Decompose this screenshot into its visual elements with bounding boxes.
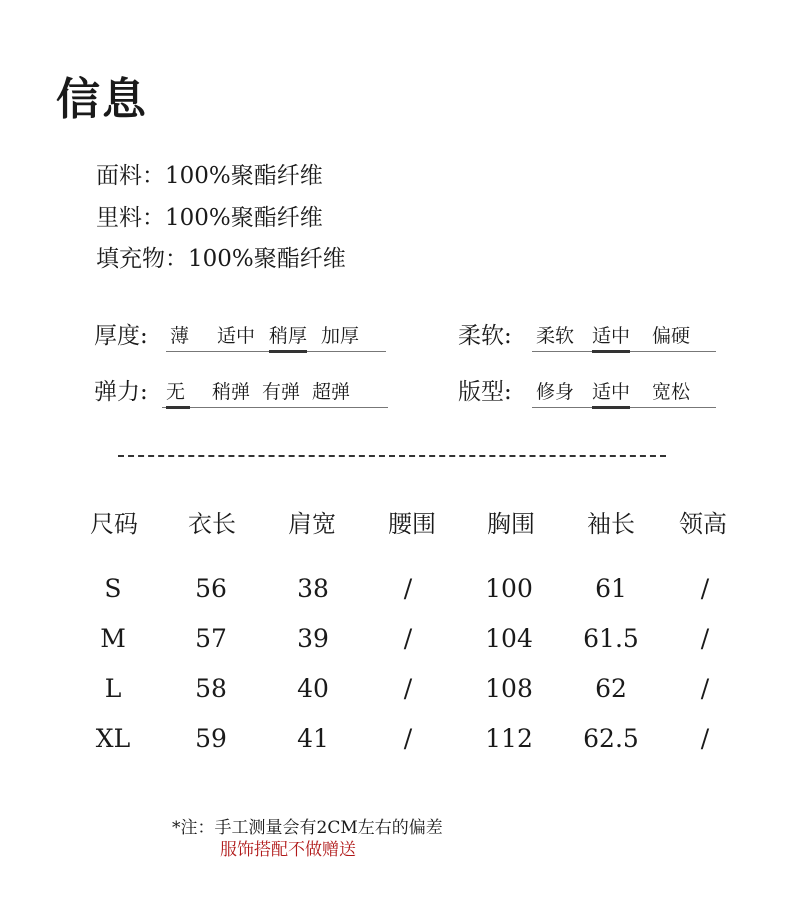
thickness-options [166,321,386,352]
table-cell: 108 [485,674,533,703]
thickness-option: 适中 [217,325,256,347]
table-cell: L [104,674,122,703]
fit-option: 宽松 [652,381,691,403]
table-cell: / [700,624,710,653]
table-cell: 59 [195,724,227,753]
thickness-option: 加厚 [321,325,360,347]
table-cell: / [700,674,710,703]
dashed-divider [118,455,666,457]
softness-option-selected: 适中 [588,321,634,351]
page-title: 信息 [56,74,148,125]
table-cell: 112 [485,724,533,753]
table-cell: 61 [595,574,627,603]
fabric-material: 面料：100%聚酯纤维 [96,163,323,189]
header-size: 尺码 [90,510,138,538]
measurement-note: *注：手工测量会有2CM左右的偏差 [172,818,443,838]
fit-options [532,377,716,408]
elasticity-label: 弹力: [94,379,148,405]
table-cell: M [100,624,126,653]
thickness-option: 薄 [170,325,190,347]
table-cell: 38 [297,574,329,603]
table-cell: 104 [485,624,533,653]
thickness-label: 厚度: [94,323,148,349]
lining-material: 里料：100%聚酯纤维 [96,205,323,231]
table-cell: 58 [195,674,227,703]
elasticity-option-selected: 无 [162,377,194,407]
header-sleeve: 袖长 [587,510,635,538]
elasticity-options [162,377,388,408]
table-cell: / [403,574,413,603]
header-chest: 胸围 [487,510,535,538]
header-collar: 领高 [679,510,727,538]
table-cell: 41 [297,724,329,753]
fit-option: 修身 [536,381,575,403]
table-cell: / [700,724,710,753]
elasticity-option: 有弹 [262,381,301,403]
header-waist: 腰围 [388,510,436,538]
table-cell: S [104,574,122,603]
table-cell: 39 [297,624,329,653]
header-shoulder: 肩宽 [288,510,336,538]
table-cell: 100 [485,574,533,603]
softness-option: 偏硬 [652,325,691,347]
softness-label: 柔软: [458,323,512,349]
fit-option-selected: 适中 [588,377,634,407]
table-cell: / [403,724,413,753]
softness-option: 柔软 [536,325,575,347]
table-cell: / [403,624,413,653]
table-cell: / [700,574,710,603]
elasticity-option: 超弹 [312,381,351,403]
table-cell: 56 [195,574,227,603]
fit-label: 版型: [458,379,512,405]
softness-options [532,321,716,352]
elasticity-option: 稍弹 [212,381,251,403]
accessories-note: 服饰搭配不做赠送 [220,840,356,860]
header-length: 衣长 [188,510,236,538]
table-cell: 62 [595,674,627,703]
table-cell: 40 [297,674,329,703]
table-cell: / [403,674,413,703]
table-cell: 62.5 [583,724,639,753]
table-cell: 61.5 [583,624,639,653]
filling-material: 填充物：100%聚酯纤维 [96,246,346,272]
table-cell: 57 [195,624,227,653]
table-cell: XL [95,724,131,753]
thickness-option-selected: 稍厚 [265,321,311,351]
